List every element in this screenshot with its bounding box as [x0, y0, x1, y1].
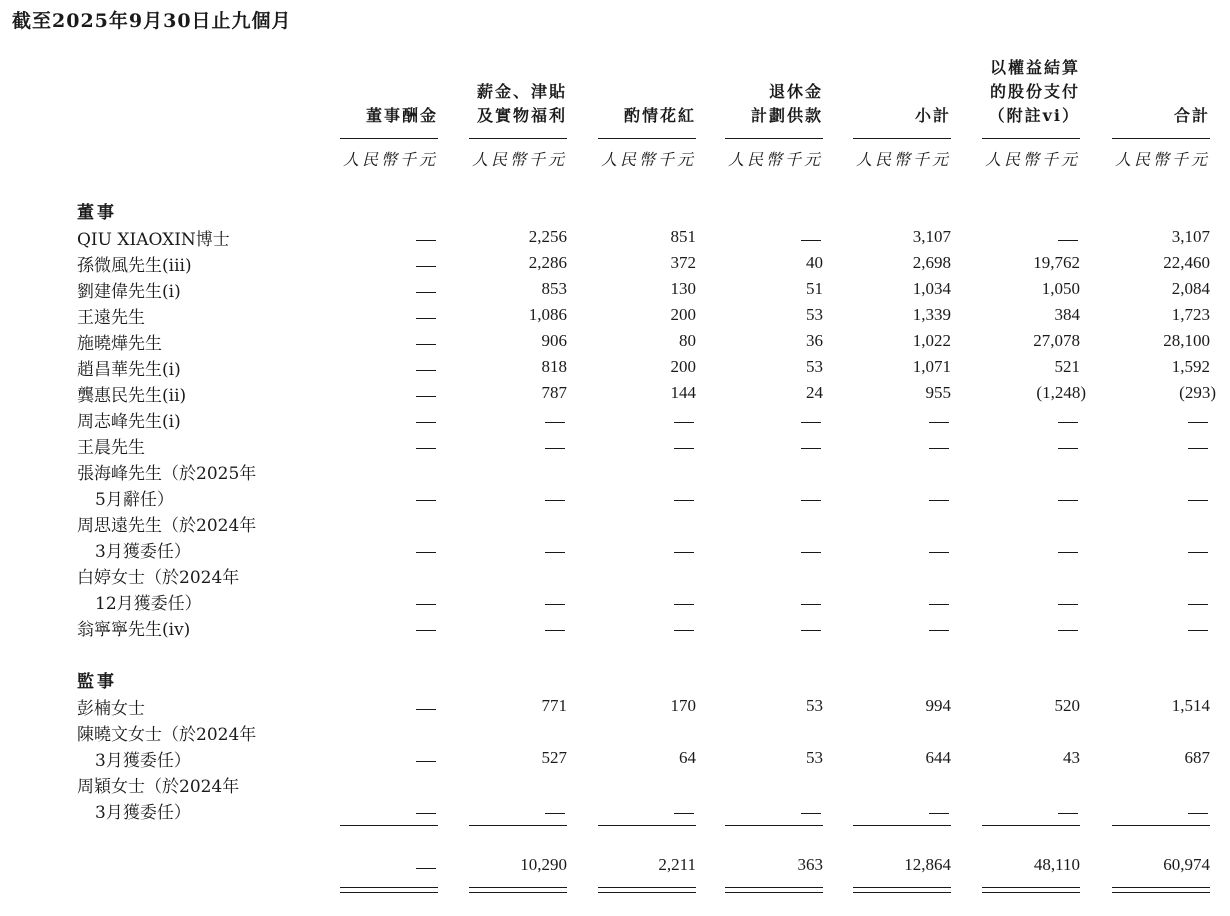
column-header: 合計: [1173, 106, 1210, 125]
value-cell: 372: [670, 253, 696, 272]
dash-mark: [1058, 500, 1078, 501]
value-cell: 1,592: [1171, 357, 1210, 376]
header-rule: [598, 138, 696, 139]
dash-mark: [674, 604, 694, 605]
row-name: 趙昌華先生(i): [77, 360, 181, 380]
dash-mark: [416, 344, 436, 345]
header-rule: [725, 138, 823, 139]
total-double-rule: [982, 887, 1080, 888]
unit-label: 人民幣千元: [1114, 150, 1210, 169]
dash-mark: [416, 422, 436, 423]
dash-mark: [1188, 604, 1208, 605]
dash-mark: [801, 604, 821, 605]
value-cell: 384: [1054, 305, 1080, 324]
value-cell: 3,107: [912, 227, 951, 246]
total-double-rule: [469, 887, 567, 888]
value-cell: 12,864: [904, 855, 951, 874]
dash-mark: [674, 500, 694, 501]
dash-mark: [416, 813, 436, 814]
dash-mark: [1058, 552, 1078, 553]
dash-mark: [416, 709, 436, 710]
total-double-rule: [340, 887, 438, 888]
dash-mark: [929, 630, 949, 631]
unit-label: 人民幣千元: [984, 150, 1080, 169]
dash-mark: [674, 552, 694, 553]
dash-mark: [1188, 630, 1208, 631]
dash-mark: [801, 448, 821, 449]
value-cell: 36: [806, 331, 823, 350]
dash-mark: [416, 292, 436, 293]
dash-mark: [416, 868, 436, 869]
value-cell: 64: [679, 748, 696, 767]
value-cell: 2,256: [528, 227, 567, 246]
dash-mark: [801, 500, 821, 501]
dash-mark: [416, 552, 436, 553]
unit-label: 人民幣千元: [471, 150, 567, 169]
dash-mark: [416, 266, 436, 267]
value-cell: 2,084: [1171, 279, 1210, 298]
value-cell: 200: [670, 357, 696, 376]
total-double-rule: [725, 887, 823, 888]
dash-mark: [801, 630, 821, 631]
dash-mark: [1058, 604, 1078, 605]
value-cell: 853: [541, 279, 567, 298]
value-cell: 363: [797, 855, 823, 874]
dash-mark: [929, 552, 949, 553]
unit-label: 人民幣千元: [342, 150, 438, 169]
header-rule: [853, 138, 951, 139]
value-cell: 170: [670, 696, 696, 715]
dash-mark: [1058, 630, 1078, 631]
dash-mark: [416, 630, 436, 631]
dash-mark: [1188, 448, 1208, 449]
value-cell: 43: [1063, 748, 1080, 767]
dash-mark: [801, 422, 821, 423]
value-cell: 906: [541, 331, 567, 350]
header-rule: [982, 138, 1080, 139]
row-name: 施曉燁先生: [77, 334, 162, 354]
subtotal-rule: [340, 825, 438, 826]
total-double-rule: [1112, 887, 1210, 888]
value-cell: 19,762: [1033, 253, 1080, 272]
header-rule: [340, 138, 438, 139]
row-name: QIU XIAOXIN博士: [77, 230, 230, 250]
value-cell: 955: [925, 383, 951, 402]
value-cell: 1,086: [528, 305, 567, 324]
value-cell: 1,050: [1041, 279, 1080, 298]
unit-label: 人民幣千元: [855, 150, 951, 169]
dash-mark: [1058, 448, 1078, 449]
total-double-rule: [598, 887, 696, 888]
dash-mark: [929, 500, 949, 501]
row-name: 劉建偉先生(i): [77, 282, 181, 302]
unit-label: 人民幣千元: [600, 150, 696, 169]
row-name: 周思遠先生（於2024年 3月獲委任）: [77, 516, 257, 562]
value-cell: (293): [1179, 383, 1216, 402]
column-header: 以權益結算 的股份支付 （附註vi）: [988, 58, 1080, 125]
column-header: 小計: [914, 106, 951, 125]
row-name: 周穎女士（於2024年 3月獲委任）: [77, 777, 240, 823]
value-cell: 60,974: [1163, 855, 1210, 874]
row-name: 王晨先生: [77, 438, 145, 458]
dash-mark: [801, 240, 821, 241]
column-header: 退休金 計劃供款: [750, 82, 823, 125]
value-cell: 1,022: [912, 331, 951, 350]
value-cell: 787: [541, 383, 567, 402]
value-cell: 851: [670, 227, 696, 246]
total-double-rule: [853, 892, 951, 893]
value-cell: 27,078: [1033, 331, 1080, 350]
value-cell: 1,723: [1171, 305, 1210, 324]
section-heading: 監事: [77, 672, 117, 692]
value-cell: 80: [679, 331, 696, 350]
total-double-rule: [1112, 892, 1210, 893]
value-cell: 53: [806, 748, 823, 767]
value-cell: 687: [1184, 748, 1210, 767]
dash-mark: [545, 813, 565, 814]
section-heading: 董事: [77, 203, 117, 223]
value-cell: 644: [925, 748, 951, 767]
total-double-rule: [469, 892, 567, 893]
page-title: 截至2025年9月30日止九個月: [12, 10, 292, 32]
value-cell: 1,514: [1171, 696, 1210, 715]
dash-mark: [1188, 552, 1208, 553]
value-cell: 22,460: [1163, 253, 1210, 272]
total-double-rule: [853, 887, 951, 888]
total-double-rule: [340, 892, 438, 893]
dash-mark: [1188, 500, 1208, 501]
row-name: 彭楠女士: [77, 699, 145, 719]
dash-mark: [545, 552, 565, 553]
dash-mark: [416, 240, 436, 241]
row-name: 龔惠民先生(ii): [77, 386, 187, 406]
dash-mark: [416, 604, 436, 605]
value-cell: 818: [541, 357, 567, 376]
dash-mark: [545, 604, 565, 605]
column-header: 董事酬金: [365, 106, 438, 125]
dash-mark: [545, 422, 565, 423]
value-cell: 53: [806, 357, 823, 376]
dash-mark: [674, 448, 694, 449]
dash-mark: [929, 604, 949, 605]
value-cell: 53: [806, 305, 823, 324]
dash-mark: [929, 448, 949, 449]
dash-mark: [416, 396, 436, 397]
header-rule: [469, 138, 567, 139]
row-name: 陳曉文女士（於2024年 3月獲委任）: [77, 725, 257, 771]
subtotal-rule: [982, 825, 1080, 826]
column-header: 酌情花紅: [623, 106, 696, 125]
dash-mark: [416, 500, 436, 501]
dash-mark: [416, 761, 436, 762]
value-cell: 28,100: [1163, 331, 1210, 350]
value-cell: 200: [670, 305, 696, 324]
dash-mark: [801, 552, 821, 553]
row-name: 張海峰先生（於2025年 5月辭任）: [77, 464, 257, 510]
value-cell: 144: [670, 383, 696, 402]
dash-mark: [545, 630, 565, 631]
value-cell: 521: [1054, 357, 1080, 376]
dash-mark: [1188, 813, 1208, 814]
subtotal-rule: [1112, 825, 1210, 826]
value-cell: 1,034: [912, 279, 951, 298]
dash-mark: [674, 422, 694, 423]
dash-mark: [1058, 813, 1078, 814]
value-cell: 1,339: [912, 305, 951, 324]
value-cell: 520: [1054, 696, 1080, 715]
value-cell: 130: [670, 279, 696, 298]
column-header: 薪金、津貼 及實物福利: [476, 82, 567, 125]
dash-mark: [545, 500, 565, 501]
value-cell: 10,290: [520, 855, 567, 874]
dash-mark: [416, 370, 436, 371]
total-double-rule: [598, 892, 696, 893]
value-cell: 2,211: [658, 855, 696, 874]
value-cell: 527: [541, 748, 567, 767]
value-cell: 48,110: [1033, 855, 1080, 874]
subtotal-rule: [725, 825, 823, 826]
row-name: 翁寧寧先生(iv): [77, 620, 191, 640]
value-cell: (1,248): [1036, 383, 1086, 402]
value-cell: 24: [806, 383, 823, 402]
subtotal-rule: [853, 825, 951, 826]
row-name: 孫微風先生(iii): [77, 256, 192, 276]
value-cell: 2,286: [528, 253, 567, 272]
value-cell: 51: [806, 279, 823, 298]
row-name: 白婷女士（於2024年 12月獲委任）: [77, 568, 240, 614]
dash-mark: [416, 318, 436, 319]
header-rule: [1112, 138, 1210, 139]
total-double-rule: [982, 892, 1080, 893]
subtotal-rule: [598, 825, 696, 826]
dash-mark: [674, 813, 694, 814]
value-cell: 994: [925, 696, 951, 715]
dash-mark: [674, 630, 694, 631]
row-name: 王遠先生: [77, 308, 145, 328]
value-cell: 2,698: [912, 253, 951, 272]
dash-mark: [801, 813, 821, 814]
row-name: 周志峰先生(i): [77, 412, 181, 432]
dash-mark: [1058, 422, 1078, 423]
dash-mark: [416, 448, 436, 449]
unit-label: 人民幣千元: [727, 150, 823, 169]
subtotal-rule: [469, 825, 567, 826]
dash-mark: [929, 422, 949, 423]
value-cell: 1,071: [912, 357, 951, 376]
value-cell: 771: [541, 696, 567, 715]
dash-mark: [1058, 240, 1078, 241]
total-double-rule: [725, 892, 823, 893]
value-cell: 53: [806, 696, 823, 715]
dash-mark: [1188, 422, 1208, 423]
dash-mark: [929, 813, 949, 814]
value-cell: 40: [806, 253, 823, 272]
dash-mark: [545, 448, 565, 449]
value-cell: 3,107: [1171, 227, 1210, 246]
